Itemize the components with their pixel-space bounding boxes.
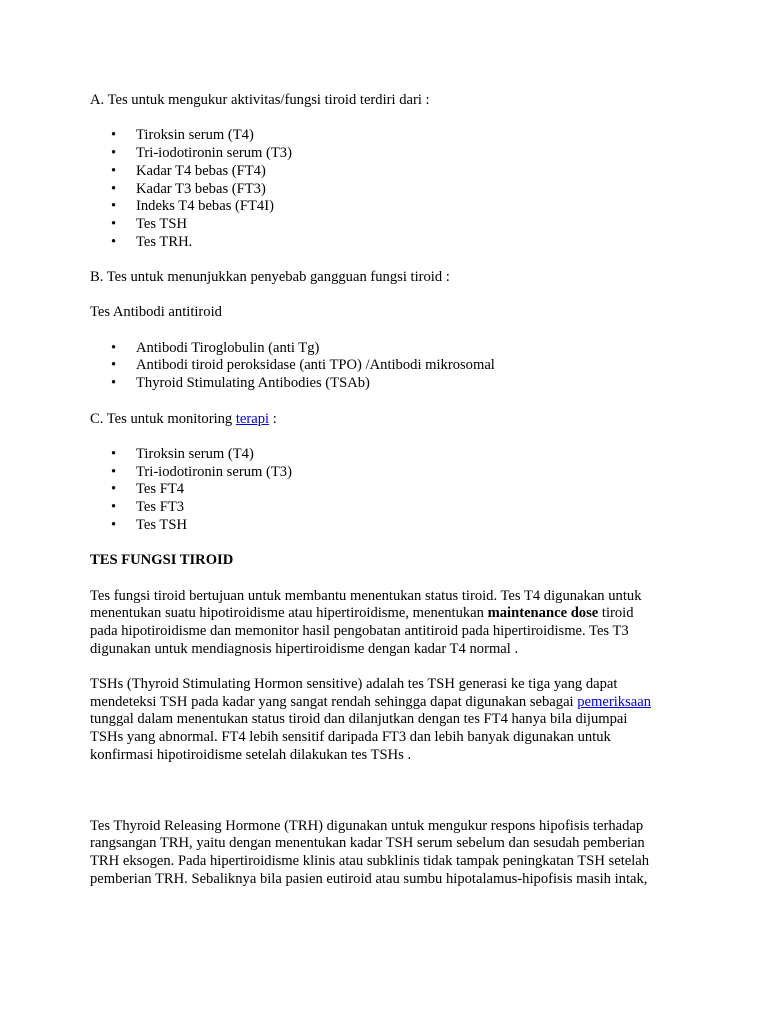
list-item: • Tiroksin serum (T4) (111, 445, 254, 462)
section-c-list (90, 446, 680, 535)
list-item: • Tri-iodotironin serum (T3) (111, 463, 292, 480)
bullet-icon: • (111, 339, 117, 356)
maintenance-dose-bold: maintenance dose (487, 605, 599, 622)
list-item: • Antibodi Tiroglobulin (anti Tg) (111, 339, 320, 356)
list-item: • Thyroid Stimulating Antibodies (TSAb) (111, 375, 370, 392)
list-item: • Tes TRH. (111, 233, 193, 250)
list-item: • Tri-iodotironin serum (T3) (111, 145, 292, 162)
bullet-icon: • (111, 180, 117, 197)
paragraph-3 (90, 818, 680, 889)
section-a-list (90, 127, 680, 251)
section-b-subheading: Tes Antibodi antitiroid (90, 304, 222, 321)
list-item: • Tes TSH (111, 215, 188, 232)
paragraph-line: TSHs yang abnormal. FT4 lebih sensitif daripada FT3 dan lebih banyak digunakan untuk (90, 729, 611, 746)
section-a-heading: A. Tes untuk mengukur aktivitas/fungsi tiroid terdiri dari : (90, 92, 430, 108)
paragraph-1 (90, 588, 680, 659)
list-item: • Tes FT4 (111, 481, 185, 498)
paragraph-2 (90, 676, 680, 765)
paragraph-line: pemberian TRH. Sebaliknya bila pasien eutiroid atau sumbu hipotalamus-hipofisis masih intak, (90, 870, 648, 887)
list-item: • Tiroksin serum (T4) (111, 127, 254, 144)
paragraph-line: Tes Thyroid Releasing Hormone (TRH) digunakan untuk mengukur respons hipofisis terhadap (90, 817, 644, 834)
bullet-icon: • (111, 145, 117, 162)
bullet-icon: • (111, 198, 117, 215)
section-b-list (90, 340, 680, 393)
bullet-icon: • (111, 375, 117, 392)
bullet-icon: • (111, 481, 117, 498)
paragraph-line: konfirmasi hipotiroidisme setelah dilakukan tes TSHs . (90, 746, 412, 763)
paragraph-line: TSHs (Thyroid Stimulating Hormon sensitive) adalah tes TSH generasi ke tiga yang dapat (90, 676, 618, 693)
bullet-icon: • (111, 499, 117, 516)
section-b-heading: B. Tes untuk menunjukkan penyebab gangguan fungsi tiroid : (90, 269, 450, 285)
section-title: TES FUNGSI TIROID (90, 552, 234, 569)
paragraph-line: Tes fungsi tiroid bertujuan untuk membantu menentukan status tiroid. Tes T4 digunakan untuk (90, 587, 642, 604)
list-item: • Kadar T4 bebas (FT4) (111, 162, 266, 179)
section-c-heading: C. Tes untuk monitoring terapi : (90, 410, 277, 427)
list-item: • Kadar T3 bebas (FT3) (111, 180, 266, 197)
bullet-icon: • (111, 463, 117, 480)
paragraph-line: menentukan suatu hipotiroidisme atau hipertiroidisme, menentukan maintenance dose tiroid (90, 605, 634, 622)
bullet-icon: • (111, 127, 117, 144)
paragraph-line: tunggal dalam menentukan status tiroid dan dilanjutkan dengan tes FT4 hanya bila dijumpai (90, 711, 628, 728)
paragraph-line: rangsangan TRH, yaitu dengan menentukan kadar TSH serum sebelum dan sesudah pemberian (90, 835, 645, 852)
bullet-icon: • (111, 445, 117, 462)
list-item: • Tes FT3 (111, 499, 185, 516)
bullet-icon: • (111, 516, 117, 533)
paragraph-line: TRH eksogen. Pada hipertiroidisme klinis atau subklinis tidak tampak peningkatan TSH setelah (90, 852, 650, 869)
paragraph-line: mendeteksi TSH pada kadar yang sangat rendah sehingga dapat digunakan sebagai pemeriksaan (90, 693, 651, 710)
bullet-icon: • (111, 357, 117, 374)
paragraph-line: pada hipotiroidisme dan memonitor hasil pengobatan antitiroid pada hipertiroidisme. Tes T3 (90, 622, 629, 639)
bullet-icon: • (111, 162, 117, 179)
list-item: • Tes TSH (111, 516, 188, 533)
bullet-icon: • (111, 215, 117, 232)
pemeriksaan-link[interactable]: pemeriksaan (577, 693, 651, 710)
bullet-icon: • (111, 233, 117, 250)
list-item: • Indeks T4 bebas (FT4I) (111, 198, 274, 215)
document-page (90, 92, 680, 888)
paragraph-line: digunakan untuk mendiagnosis hipertiroidisme dengan kadar T4 normal . (90, 640, 519, 657)
list-item: • Antibodi tiroid peroksidase (anti TPO) /Antibodi mikrosomal (111, 357, 495, 374)
terapi-link[interactable]: terapi (235, 410, 270, 427)
